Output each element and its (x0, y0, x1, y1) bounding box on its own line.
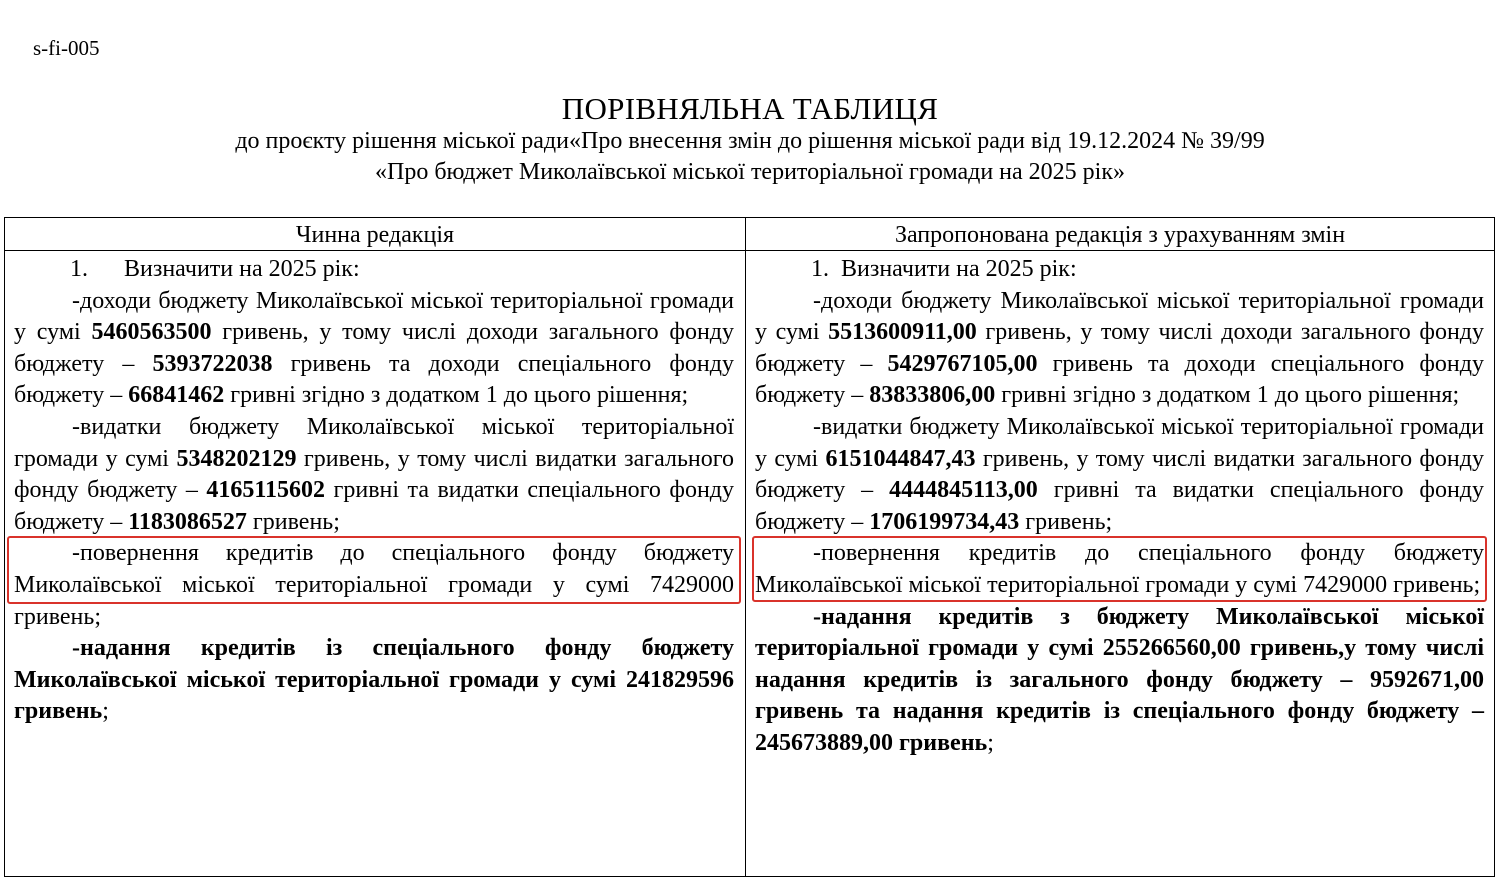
document-code: s-fi-005 (33, 36, 100, 60)
right-loans-paragraph: -надання кредитів з бюджету Миколаївської міської територіальної громади у сумі 255266560,00 гривень,у тому числі надання кредитів із загального фонду бюджету – 9592671,00 гривень та надання кредитів із спеціального фонду бюджету – 245673889,00 гривень; (755, 603, 1484, 756)
page-title: ПОРІВНЯЛЬНА ТАБЛИЦЯ (561, 91, 939, 126)
left-loans-paragraph: -надання кредитів із спеціального фонду бюджету Миколаївської міської територіальної громади у сумі 241829596 гривень; (14, 635, 734, 725)
right-income-special: 83833806,00 (869, 382, 996, 409)
column-divider (745, 218, 746, 876)
left-income-special: 66841462 (128, 382, 225, 409)
right-expenses-special: 1706199734,43 (869, 508, 1020, 535)
right-expenses-total: 6151044847,43 (825, 445, 976, 472)
right-item-1: 1. Визначити на 2025 рік: (811, 256, 1077, 282)
right-column-header: Запропонована редакція з урахуванням змін (894, 222, 1346, 248)
current-version-column (14, 254, 734, 728)
right-income-total: 5513600911,00 (828, 319, 977, 346)
left-loan-repayment-paragraph: -повернення кредитів до спеціального фонду бюджету Миколаївської міської територіальної громади у сумі 7429000 гривень; (14, 540, 734, 630)
left-expenses-paragraph: -видатки бюджету Миколаївської міської територіальної громади у сумі 5348202129 гривень, у тому числі видатки загального фонду бюджету – 4165115602 гривні та видатки спеціального фонду бюджету – 1183086527 гривень; (14, 413, 735, 535)
right-income-paragraph: -доходи бюджету Миколаївської міської територіальної громади у сумі 5513600911,00 гривень, у тому числі доходи загального фонду бюджету – 5429767105,00 гривень та доходи спеціального фонду бюджету – 83833806,00 гривні згідно з додатком 1 до цього рішення; (755, 287, 1484, 409)
right-expenses-general: 4444845113,00 (889, 477, 1038, 504)
right-loan-repayment-paragraph: -повернення кредитів до спеціального фонду бюджету Миколаївської міської територіальної громади у сумі 7429000 гривень; (755, 540, 1484, 598)
right-highlight-box (752, 536, 1487, 602)
left-income-paragraph: -доходи бюджету Миколаївської міської територіальної громади у сумі 5460563500 гривень, у тому числі доходи загального фонду бюджету – 5393722038 гривень та доходи спеціального фонду бюджету – 66841462 гривні згідно з додатком 1 до цього рішення; (14, 287, 734, 409)
left-income-general: 5393722038 (152, 350, 273, 377)
left-column-header: Чинна редакція (295, 222, 455, 248)
left-expenses-total: 5348202129 (176, 445, 297, 472)
left-item-1: 1. Визначити на 2025 рік: (70, 256, 360, 282)
subtitle-line-1: до проєкту рішення міської ради«Про внесення змін до рішення міської ради від 19.12.2024 № 39/99 (235, 128, 1265, 154)
subtitle-line-2: «Про бюджет Миколаївської міської територіальної громади на 2025 рік» (375, 159, 1125, 185)
left-highlight-box (7, 536, 741, 604)
right-expenses-paragraph: -видатки бюджету Миколаївської міської територіальної громади у сумі 6151044847,43 гривень, у тому числі видатки загального фонду бюджету – 4444845113,00 гривні та видатки спеціального фонду бюджету – 1706199734,43 гривень; (755, 413, 1484, 535)
left-expenses-special: 1183086527 (128, 508, 247, 535)
left-income-total: 5460563500 (91, 319, 212, 346)
proposed-version-column (755, 254, 1484, 760)
right-income-general: 5429767105,00 (887, 350, 1038, 377)
header-divider (5, 250, 1494, 251)
left-expenses-general: 4165115602 (206, 477, 326, 504)
document-header (0, 92, 1500, 188)
